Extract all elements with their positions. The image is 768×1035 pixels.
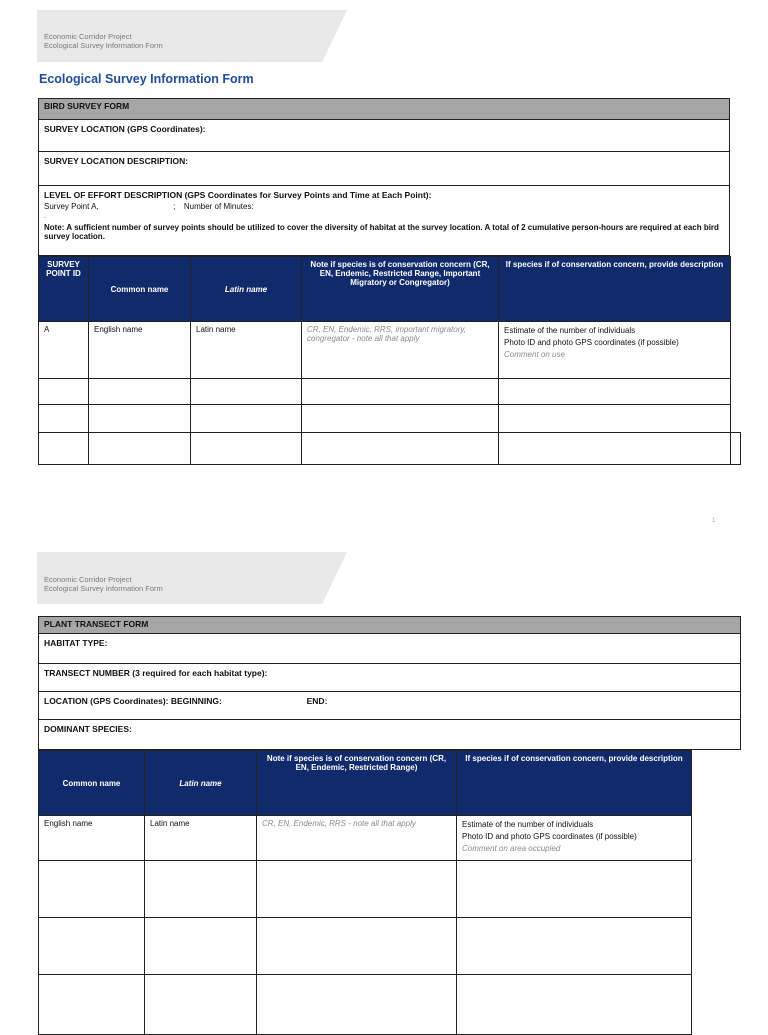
separator: ; [173, 202, 176, 211]
dominant-species-field[interactable] [38, 720, 741, 750]
desc-line-2: Photo ID and photo GPS coordinates (if possible) [462, 832, 637, 841]
empty-cell[interactable] [191, 433, 302, 465]
plant-species-table [38, 750, 692, 1035]
col-conservation-concern: Note if species is of conservation concern (CR, EN, Endemic, Restricted Range) [257, 751, 457, 816]
col-survey-point-id: SURVEY POINT ID [39, 257, 89, 322]
cell-common[interactable]: English name [89, 322, 191, 379]
table-row [39, 861, 692, 918]
desc-line-2: Photo ID and photo GPS coordinates (if possible) [504, 338, 679, 347]
page2-header [44, 575, 163, 593]
bird-note: Note: A sufficient number of survey points should be utilized to cover the diversity of habitat at the survey location. A total of 2 cumulative person-hours are required at each bird survey location. [44, 223, 719, 241]
table-row [39, 379, 731, 405]
habitat-label: HABITAT TYPE: [44, 638, 108, 648]
plant-table-header [39, 751, 692, 816]
bird-section-title: BIRD SURVEY FORM [38, 98, 730, 120]
empty-cell[interactable] [257, 918, 457, 975]
transect-number-field[interactable] [38, 664, 741, 692]
empty-cell[interactable] [39, 405, 89, 433]
plant-section-title: PLANT TRANSECT FORM [38, 616, 741, 634]
empty-cell[interactable] [191, 405, 302, 433]
col-conservation-concern: Note if species is of conservation concern (CR, EN, Endemic, Restricted Range, Important Migratory or Congregator) [302, 257, 499, 322]
empty-cell[interactable] [39, 975, 145, 1035]
empty-cell[interactable] [499, 405, 731, 433]
survey-point-label: Survey Point A, [44, 202, 99, 211]
stray-cell-border [729, 432, 741, 465]
empty-cell[interactable] [89, 405, 191, 433]
empty-cell[interactable] [89, 433, 191, 465]
table-row [39, 816, 692, 861]
col-latin-name: Latin name [145, 751, 257, 816]
empty-cell[interactable] [257, 975, 457, 1035]
table-row [39, 322, 731, 379]
empty-cell[interactable] [302, 405, 499, 433]
cell-concern[interactable]: CR, EN, Endemic, RRS - note all that apply [257, 816, 457, 861]
survey-description-label: SURVEY LOCATION DESCRIPTION: [44, 156, 189, 166]
empty-cell[interactable] [89, 379, 191, 405]
cell-description[interactable] [457, 816, 692, 861]
table-row [39, 975, 692, 1035]
effort-description-field[interactable] [38, 186, 730, 256]
empty-cell[interactable] [39, 379, 89, 405]
effort-label: LEVEL OF EFFORT DESCRIPTION (GPS Coordinates for Survey Points and Time at Each Point): [44, 190, 432, 200]
cell-description[interactable] [499, 322, 731, 379]
desc-line-3: Comment on use [504, 350, 565, 359]
minutes-label: Number of Minutes: [183, 202, 254, 211]
bird-table-header [39, 257, 731, 322]
table-row [39, 433, 731, 465]
survey-location-label: SURVEY LOCATION (GPS Coordinates): [44, 124, 206, 134]
empty-cell[interactable] [145, 918, 257, 975]
empty-cell[interactable] [302, 433, 499, 465]
survey-description-field[interactable] [38, 152, 730, 186]
cell-point[interactable]: A [39, 322, 89, 379]
header-project: Economic Corridor Project [44, 575, 132, 584]
empty-cell[interactable] [457, 975, 692, 1035]
header-form-name: Ecological Survey Information Form [44, 584, 163, 593]
col-common-name: Common name [39, 751, 145, 816]
col-common-name: Common name [89, 257, 191, 322]
empty-cell[interactable] [145, 975, 257, 1035]
transect-end-label: END: [306, 696, 328, 706]
empty-cell[interactable] [39, 861, 145, 918]
survey-point-line [44, 201, 724, 213]
col-description: If species if of conservation concern, provide description [457, 751, 692, 816]
empty-cell[interactable] [257, 861, 457, 918]
cell-latin[interactable]: Latin name [145, 816, 257, 861]
transect-label: TRANSECT NUMBER (3 required for each habitat type): [44, 668, 268, 678]
table-row [39, 918, 692, 975]
survey-location-field[interactable] [38, 120, 730, 152]
desc-line-1: Estimate of the number of individuals [504, 326, 636, 335]
header-form-name: Ecological Survey Information Form [44, 41, 163, 50]
page-title: Ecological Survey Information Form [39, 72, 254, 86]
table-row [39, 405, 731, 433]
empty-cell[interactable] [499, 379, 731, 405]
habitat-type-field[interactable] [38, 634, 741, 664]
col-latin-name: Latin name [191, 257, 302, 322]
dominant-species-label: DOMINANT SPECIES: [44, 724, 132, 734]
empty-cell[interactable] [457, 918, 692, 975]
bird-species-table [38, 256, 731, 465]
cell-common[interactable]: English name [39, 816, 145, 861]
dot-line: . [44, 213, 46, 220]
empty-cell[interactable] [145, 861, 257, 918]
cell-concern[interactable]: CR, EN, Endemic, RRS, important migratory, congregator - note all that apply [302, 322, 499, 379]
page1-header [44, 32, 163, 50]
empty-cell[interactable] [302, 379, 499, 405]
empty-cell[interactable] [191, 379, 302, 405]
header-project: Economic Corridor Project [44, 32, 132, 41]
desc-line-3: Comment on area occupied [462, 844, 561, 853]
desc-line-1: Estimate of the number of individuals [462, 820, 594, 829]
transect-location-field[interactable] [38, 692, 741, 720]
col-description: If species if of conservation concern, provide description [499, 257, 731, 322]
empty-cell[interactable] [457, 861, 692, 918]
empty-cell[interactable] [499, 433, 731, 465]
empty-cell[interactable] [39, 918, 145, 975]
empty-cell[interactable] [39, 433, 89, 465]
cell-latin[interactable]: Latin name [191, 322, 302, 379]
page-number: 1 [712, 518, 716, 524]
transect-location-label: LOCATION (GPS Coordinates): BEGINNING: [44, 696, 222, 706]
